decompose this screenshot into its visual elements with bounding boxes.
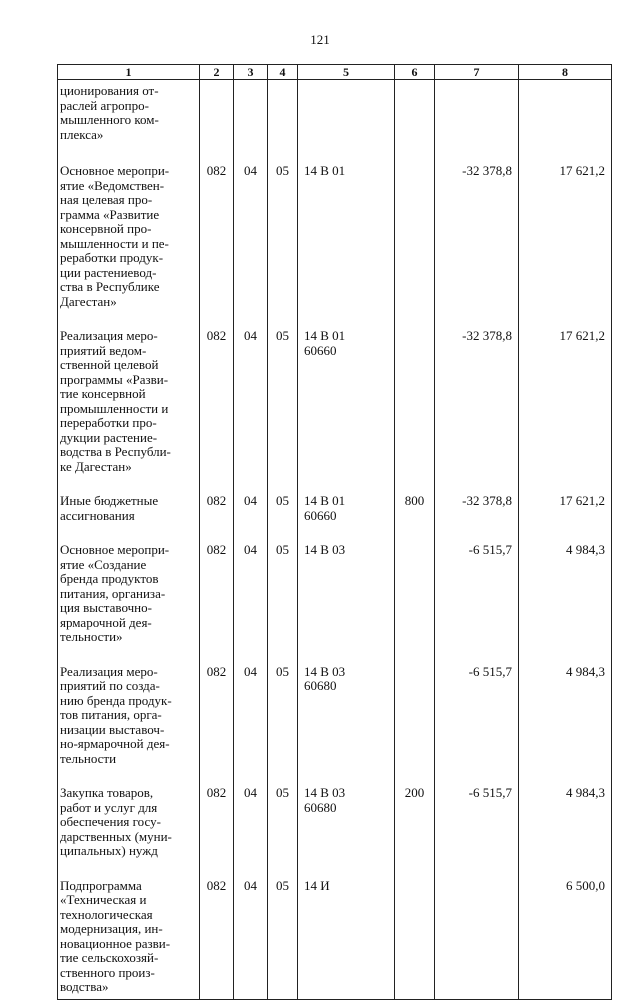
target-article-cell [298, 164, 395, 329]
item-name-line: питания, организа- [60, 585, 166, 601]
ministry-code-cell [200, 786, 234, 879]
item-name-line: раслей агропро- [60, 97, 149, 113]
item-name-line: приятий ведом- [60, 342, 147, 358]
item-name-cell [58, 879, 200, 1000]
expense-type-cell [395, 494, 435, 543]
total-amount-cell [519, 665, 612, 787]
section-code-cell [234, 164, 268, 329]
item-name-line: модернизация, ин- [60, 921, 163, 936]
table-row [58, 543, 612, 665]
item-name-line: нию бренда продук- [60, 692, 172, 708]
change-amount: -6 515,7 [468, 542, 512, 557]
total-amount-cell [519, 164, 612, 329]
header-cell: 8 [519, 65, 612, 80]
item-name-line: ственного произ- [60, 964, 155, 980]
ministry-code: 082 [206, 785, 227, 800]
target-article-subcode: 60660 [304, 342, 337, 358]
table-row [58, 879, 612, 1000]
header-row [58, 65, 612, 80]
item-name-line: тие консервной [60, 386, 146, 401]
item-name-line: но-ярмарочной дея- [60, 736, 170, 751]
ministry-code-cell [200, 494, 234, 543]
ministry-code: 082 [206, 663, 227, 679]
section-code-cell [234, 329, 268, 494]
item-name-line: работ и услуг для [60, 799, 158, 815]
subsection-code: 05 [276, 663, 289, 679]
subsection-code-cell [268, 879, 298, 1000]
item-name-line: Закупка товаров, [60, 785, 154, 800]
total-amount-cell [519, 543, 612, 665]
item-name-line: дарственных (муни- [60, 828, 172, 844]
item-name-cell [58, 543, 200, 665]
change-amount-cell [435, 786, 519, 879]
subsection-code-cell [268, 543, 298, 665]
item-name-line: Иные бюджетные [60, 493, 159, 508]
section-code-cell [234, 879, 268, 1000]
section-code: 04 [244, 877, 257, 893]
item-name-line: тие сельскохозяй- [60, 950, 159, 965]
table-row [58, 80, 612, 165]
expense-type-cell [395, 164, 435, 329]
subsection-code: 05 [276, 785, 289, 800]
section-code: 04 [244, 328, 257, 343]
change-amount-cell [435, 80, 519, 165]
change-amount: -32 378,8 [462, 493, 512, 508]
expense-type-cell [395, 543, 435, 665]
section-code-cell [234, 665, 268, 787]
item-name-line: переработки про- [60, 415, 157, 430]
header-cell: 6 [395, 65, 435, 80]
item-name-line: новационное разви- [60, 935, 171, 951]
total-amount: 4 984,3 [566, 542, 605, 557]
change-amount-cell [435, 329, 519, 494]
target-article-cell [298, 494, 395, 543]
section-code: 04 [244, 493, 257, 508]
header-cell: 2 [200, 65, 234, 80]
item-name-cell [58, 786, 200, 879]
change-amount: -6 515,7 [468, 785, 512, 800]
ministry-code-cell [200, 80, 234, 165]
item-name-cell [58, 164, 200, 329]
target-article-cell [298, 786, 395, 879]
item-name-line: Основное меропри- [60, 163, 170, 178]
change-amount: -32 378,8 [462, 163, 512, 178]
subsection-code-cell [268, 329, 298, 494]
section-code: 04 [244, 542, 257, 557]
item-name-line: водства» [60, 979, 109, 994]
header-cell: 4 [268, 65, 298, 80]
item-name-line: ятие «Ведомствен- [60, 177, 165, 193]
total-amount-cell [519, 329, 612, 494]
expense-type-cell [395, 879, 435, 1000]
header-cell: 7 [435, 65, 519, 80]
item-name-cell [58, 494, 200, 543]
total-amount: 4 984,3 [566, 663, 605, 679]
section-code-cell [234, 494, 268, 543]
item-name-line: тов питания, орга- [60, 707, 162, 722]
page-number: 121 [310, 32, 330, 47]
target-article-cell [298, 329, 395, 494]
target-article-code: 14 В 03 [304, 785, 346, 800]
ministry-code-cell [200, 543, 234, 665]
item-name-line: мышленного ком- [60, 112, 159, 127]
target-article-cell [298, 879, 395, 1000]
table-row [58, 665, 612, 787]
section-code-cell [234, 786, 268, 879]
target-article-code: 14 И [304, 877, 330, 893]
target-article-cell [298, 80, 395, 165]
item-name-line: ярмарочной дея- [60, 614, 152, 630]
target-article-code: 14 В 01 [304, 328, 346, 343]
item-name-line: ция выставочно- [60, 600, 152, 615]
item-name-line: ассигнования [60, 507, 135, 523]
total-amount-cell [519, 494, 612, 543]
ministry-code: 082 [206, 493, 227, 508]
header-cell: 1 [58, 65, 200, 80]
subsection-code: 05 [276, 493, 289, 508]
total-amount-cell [519, 80, 612, 165]
item-name-line: Подпрограмма [60, 877, 142, 893]
subsection-code: 05 [276, 328, 289, 343]
total-amount-cell [519, 786, 612, 879]
total-amount: 17 621,2 [559, 328, 605, 343]
item-name-line: грамма «Развитие [60, 206, 160, 222]
subsection-code-cell [268, 665, 298, 787]
table-row [58, 164, 612, 329]
section-code: 04 [244, 785, 257, 800]
item-name-line: тельности» [60, 629, 123, 644]
table-row [58, 329, 612, 494]
change-amount-cell [435, 543, 519, 665]
ministry-code-cell [200, 879, 234, 1000]
target-article-cell [298, 543, 395, 665]
item-name-cell [58, 665, 200, 787]
target-article-subcode: 60660 [304, 507, 337, 523]
table-row [58, 786, 612, 879]
item-name-line: обеспечения госу- [60, 814, 161, 829]
ministry-code: 082 [206, 542, 227, 557]
ministry-code-cell [200, 665, 234, 787]
subsection-code: 05 [276, 542, 289, 557]
ministry-code: 082 [206, 877, 227, 893]
item-name-line: плекса» [60, 126, 104, 142]
item-name-line: низации выставоч- [60, 721, 165, 737]
item-name-line: консервной про- [60, 221, 152, 236]
item-name-line: Реализация меро- [60, 663, 158, 679]
subsection-code: 05 [276, 877, 289, 893]
ministry-code: 082 [206, 328, 227, 343]
item-name-line: тельности [60, 750, 117, 766]
change-amount-cell [435, 164, 519, 329]
item-name-line: мышленности и пе- [60, 235, 169, 251]
target-article-code: 14 В 01 [304, 493, 346, 508]
item-name-line: бренда продуктов [60, 571, 159, 586]
item-name-line: водства в Республи- [60, 444, 171, 459]
change-amount: -6 515,7 [468, 663, 512, 679]
change-amount: -32 378,8 [462, 328, 512, 343]
change-amount-cell [435, 494, 519, 543]
item-name-line: ства в Республике [60, 279, 160, 294]
ministry-code: 082 [206, 163, 227, 178]
table-body [58, 80, 612, 1000]
header-cell: 3 [234, 65, 268, 80]
section-code-cell [234, 80, 268, 165]
item-name-line: промышленности и [60, 400, 169, 416]
expense-type-code: 800 [404, 493, 425, 508]
target-article-code: 14 В 03 [304, 663, 346, 679]
item-name-line: технологическая [60, 906, 153, 922]
target-article-code: 14 В 01 [304, 163, 346, 178]
item-name-line: ке Дагестан» [60, 458, 132, 474]
section-code: 04 [244, 663, 257, 679]
ministry-code-cell [200, 164, 234, 329]
item-name-cell [58, 80, 200, 165]
item-name-line: Основное меропри- [60, 542, 170, 557]
target-article-code: 14 В 03 [304, 542, 346, 557]
item-name-line: дукции растение- [60, 429, 158, 445]
expense-type-cell [395, 329, 435, 494]
item-name-line: ственной целевой [60, 357, 159, 372]
subsection-code: 05 [276, 163, 289, 178]
item-name-line: Дагестан» [60, 293, 117, 309]
section-code-cell [234, 543, 268, 665]
budget-table [57, 64, 612, 1000]
total-amount-cell [519, 879, 612, 1000]
total-amount: 6 500,0 [566, 877, 605, 893]
expense-type-code: 200 [404, 785, 425, 800]
ministry-code-cell [200, 329, 234, 494]
table-row [58, 494, 612, 543]
target-article-cell [298, 665, 395, 787]
expense-type-cell [395, 80, 435, 165]
item-name-line: ципальных) нужд [60, 843, 158, 858]
change-amount-cell [435, 879, 519, 1000]
expense-type-cell [395, 665, 435, 787]
item-name-line: ции растениевод- [60, 264, 157, 280]
total-amount: 17 621,2 [559, 163, 605, 178]
change-amount-cell [435, 665, 519, 787]
item-name-cell [58, 329, 200, 494]
header-cell: 5 [298, 65, 395, 80]
item-name-line: ная целевая про- [60, 192, 153, 207]
total-amount: 4 984,3 [566, 785, 605, 800]
subsection-code-cell [268, 80, 298, 165]
item-name-line: «Техническая и [60, 892, 147, 907]
item-name-line: реработки продук- [60, 250, 164, 265]
expense-type-cell [395, 786, 435, 879]
subsection-code-cell [268, 164, 298, 329]
target-article-subcode: 60680 [304, 799, 337, 815]
section-code: 04 [244, 163, 257, 178]
target-article-subcode: 60680 [304, 678, 337, 693]
item-name-line: программы «Разви- [60, 371, 169, 387]
item-name-line: Реализация меро- [60, 328, 158, 343]
subsection-code-cell [268, 786, 298, 879]
total-amount: 17 621,2 [559, 493, 605, 508]
item-name-line: ционирования от- [60, 83, 159, 98]
item-name-line: приятий по созда- [60, 678, 160, 693]
subsection-code-cell [268, 494, 298, 543]
item-name-line: ятие «Создание [60, 556, 147, 572]
